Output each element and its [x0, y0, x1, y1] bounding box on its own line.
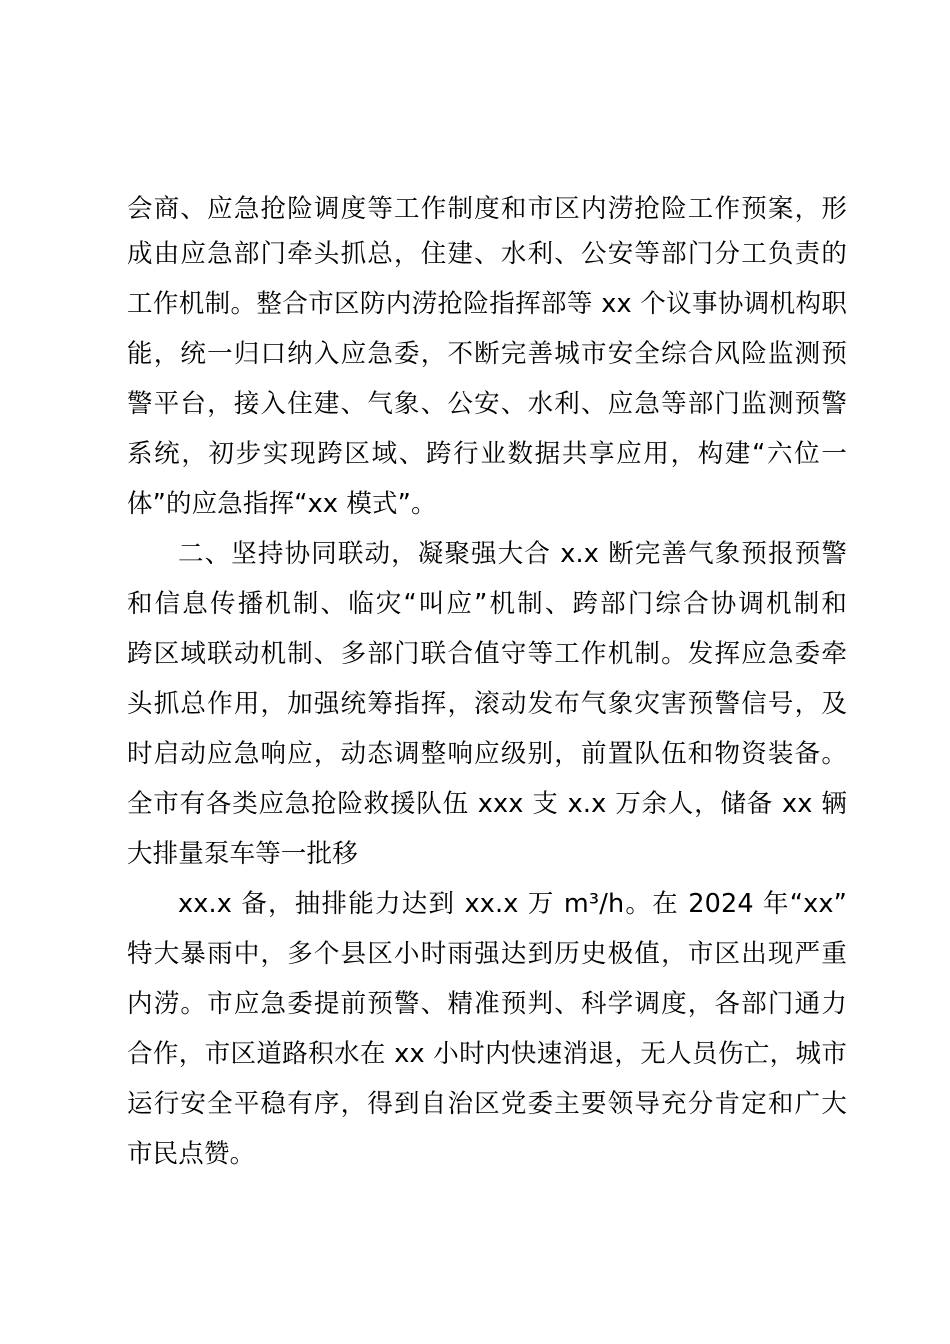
body-text-line: 和信息传播机制、临灾“叫应”机制、跨部门综合协调机制和 [127, 589, 847, 619]
body-text-line: 成由应急部门牵头抓总，住建、水利、公安等部门分工负责的 [127, 239, 847, 269]
body-text-line: 会商、应急抢险调度等工作制度和市区内涝抢险工作预案，形 [127, 194, 847, 224]
body-text-line: 市民点赞。 [127, 1139, 256, 1169]
body-text-line: 头抓总作用，加强统筹指挥，滚动发布气象灾害预警信号，及 [127, 689, 847, 719]
section-heading-line: 二、坚持协同联动，凝聚强大合 x.x 断完善气象预报预警 [178, 539, 847, 569]
body-text-line: 大排量泵车等一批移 [127, 839, 358, 869]
body-text-line: 体”的应急指挥“xx 模式”。 [127, 489, 437, 519]
body-text-line: 时启动应急响应，动态调整响应级别，前置队伍和物资装备。 [127, 739, 847, 769]
body-text-line: 特大暴雨中，多个县区小时雨强达到历史极值，市区出现严重 [127, 939, 847, 969]
body-text-line: 内涝。市应急委提前预警、精准预判、科学调度，各部门通力 [127, 989, 847, 1019]
body-text-line: 运行安全平稳有序，得到自治区党委主要领导充分肯定和广大 [127, 1089, 847, 1119]
body-text-line: 工作机制。整合市区防内涝抢险指挥部等 xx 个议事协调机构职 [127, 289, 847, 319]
body-text-line: 系统，初步实现跨区域、跨行业数据共享应用，构建“六位一 [127, 439, 847, 469]
body-text-line: 合作，市区道路积水在 xx 小时内快速消退，无人员伤亡，城市 [127, 1039, 847, 1069]
body-text-line: 全市有各类应急抢险救援队伍 xxx 支 x.x 万余人，储备 xx 辆 [127, 789, 847, 819]
body-text-line: 能，统一归口纳入应急委，不断完善城市安全综合风险监测预 [127, 339, 847, 369]
body-text-line: 跨区域联动机制、多部门联合值守等工作机制。发挥应急委牵 [127, 639, 847, 669]
body-text-line: 警平台，接入住建、气象、公安、水利、应急等部门监测预警 [127, 389, 847, 419]
body-text-line: xx.x 备，抽排能力达到 xx.x 万 m³/h。在 2024 年“xx” [178, 889, 847, 919]
